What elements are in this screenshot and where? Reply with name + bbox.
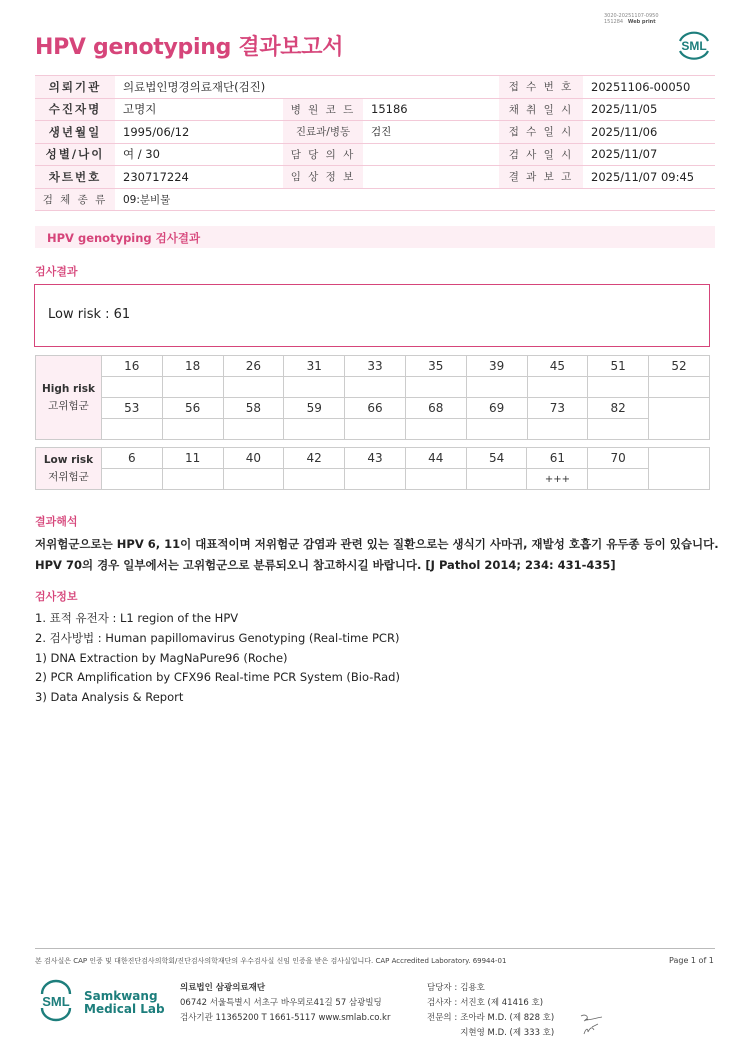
sml-logo-icon xyxy=(674,27,714,63)
hpv-type: 31 xyxy=(284,356,345,377)
hpv-type: 53 xyxy=(101,398,162,419)
signature-icon xyxy=(578,1012,606,1036)
hpv-type: 42 xyxy=(284,448,345,469)
hpv-result xyxy=(223,377,284,398)
hpv-type: 18 xyxy=(162,356,223,377)
footer-logo-text: Samkwang Medical Lab xyxy=(84,989,165,1016)
info-row: 성별/나이 여 / 30 담 당 의 사 검 사 일 시 2025/11/07 xyxy=(35,143,715,166)
hpv-result xyxy=(284,469,345,490)
empty-cell xyxy=(649,398,710,440)
hpv-result xyxy=(162,469,223,490)
result-text: Low risk : 61 xyxy=(48,307,131,322)
hpv-result xyxy=(588,469,649,490)
hpv-type: 59 xyxy=(284,398,345,419)
hpv-result xyxy=(466,469,527,490)
svg-text:SML: SML xyxy=(681,39,707,53)
hpv-type: 68 xyxy=(405,398,466,419)
hpv-type: 66 xyxy=(345,398,406,419)
info-row: 차트번호 230717224 임 상 정 보 결 과 보 고 2025/11/07 09:45 xyxy=(35,166,715,189)
high-risk-table: High risk 고위험군 16 18 26 31 33 35 39 45 51 52 53 56 58 59 66 68 69 73 82 xyxy=(35,355,710,440)
page-number: Page 1 of 1 xyxy=(669,956,714,965)
svg-text:SML: SML xyxy=(42,994,70,1009)
empty-cell xyxy=(649,448,710,490)
hpv-result xyxy=(101,377,162,398)
staff-list: 담당자 : 김용호 검사자 : 서진호 (제 41416 호) 전문의 : 조아라 M.D. (제 828 호) 지현영 M.D. (제 333 호) xyxy=(427,983,555,1038)
hpv-result xyxy=(527,377,588,398)
hpv-type: 35 xyxy=(405,356,466,377)
interpretation-text: 저위험군으로는 HPV 6, 11이 대표적이며 저위험군 감염과 관련 있는 질환으로는 생식기 사마귀, 재발성 호흡기 유두종 등이 있습니다. HPV 70의 경우 일부에서는 고위험군으로 분류되오니 참고하시길 바랍니다. [J Pathol 2014; 234: 431-435] xyxy=(35,537,719,572)
hpv-type: 54 xyxy=(466,448,527,469)
hpv-type: 43 xyxy=(345,448,406,469)
hpv-type: 45 xyxy=(527,356,588,377)
sml-footer-logo-icon xyxy=(38,978,74,1024)
test-info-list: 1. 표적 유전자 : L1 region of the HPV 2. 검사방법 : Human papillomavirus Genotyping (Real-time PCR) 1) DNA Extraction by MagNaPure96 (Roche) 2) PCR Amplification by CFX96 Real-time PCR System (Bio-Rad) 3) Data Analysis & Report xyxy=(35,611,400,705)
patient-info-table xyxy=(35,75,715,211)
lab-info: 의료법인 삼광의료재단 06742 서울특별시 서초구 바우뫼로41길 57 삼광빌딩 검사기관 11365200 T 1661-5117 www.smlab.co.kr xyxy=(180,983,391,1023)
hpv-result xyxy=(405,419,466,440)
section-header: HPV genotyping 검사결과 xyxy=(35,226,715,248)
hpv-result xyxy=(345,419,406,440)
hpv-result: +++ xyxy=(527,469,588,490)
footer-divider xyxy=(35,948,715,949)
low-risk-table: Low risk 저위험군 6 11 40 42 43 44 54 61 70 +++ xyxy=(35,447,710,490)
hpv-type: 11 xyxy=(162,448,223,469)
info-row: 의뢰기관 의료법인명경의료재단(검진) 접 수 번 호 20251106-00050 xyxy=(35,76,715,99)
hpv-result xyxy=(284,377,345,398)
hpv-type: 51 xyxy=(588,356,649,377)
document-id: 3020-20251107-0950 151284 Web print xyxy=(604,13,659,25)
hpv-type: 73 xyxy=(527,398,588,419)
hpv-type: 82 xyxy=(588,398,649,419)
interpretation-label: 결과해석 xyxy=(35,515,78,528)
hpv-result xyxy=(345,377,406,398)
hpv-result xyxy=(405,469,466,490)
hpv-result xyxy=(101,469,162,490)
hpv-type: 40 xyxy=(223,448,284,469)
hpv-type: 52 xyxy=(649,356,710,377)
info-row: 수진자명 고명지 병 원 코 드 15186 채 취 일 시 2025/11/05 xyxy=(35,98,715,121)
hpv-type: 39 xyxy=(466,356,527,377)
report-title: HPV genotyping 결과보고서 xyxy=(35,35,344,60)
hpv-type: 33 xyxy=(345,356,406,377)
hpv-type: 16 xyxy=(101,356,162,377)
hpv-result xyxy=(588,419,649,440)
hpv-result xyxy=(649,377,710,398)
result-box xyxy=(34,284,710,347)
hpv-result xyxy=(466,419,527,440)
hpv-type: 26 xyxy=(223,356,284,377)
hpv-result xyxy=(101,419,162,440)
hpv-type: 44 xyxy=(405,448,466,469)
hpv-result xyxy=(223,469,284,490)
hpv-result xyxy=(527,419,588,440)
accreditation-note: 본 검사실은 CAP 인증 및 대한진단검사의학회/진단검사의학재단의 우수검사실 신임 인증을 받은 검사실입니다. CAP Accredited Laboratory. 69944-01 xyxy=(35,957,507,965)
hpv-result xyxy=(284,419,345,440)
hpv-result xyxy=(588,377,649,398)
hpv-type: 6 xyxy=(101,448,162,469)
hpv-type: 58 xyxy=(223,398,284,419)
hpv-type: 56 xyxy=(162,398,223,419)
hpv-result xyxy=(223,419,284,440)
hpv-type: 69 xyxy=(466,398,527,419)
hpv-result xyxy=(162,377,223,398)
hpv-result xyxy=(466,377,527,398)
info-row: 검 체 종 류 09:분비물 xyxy=(35,188,715,211)
result-label: 검사결과 xyxy=(35,265,78,278)
hpv-result xyxy=(345,469,406,490)
hpv-type: 70 xyxy=(588,448,649,469)
hpv-type: 61 xyxy=(527,448,588,469)
info-row: 생년월일 1995/06/12 진료과/병동 검진 접 수 일 시 2025/11/06 xyxy=(35,121,715,144)
hpv-result xyxy=(162,419,223,440)
hpv-result xyxy=(405,377,466,398)
test-info-label: 검사정보 xyxy=(35,590,78,603)
